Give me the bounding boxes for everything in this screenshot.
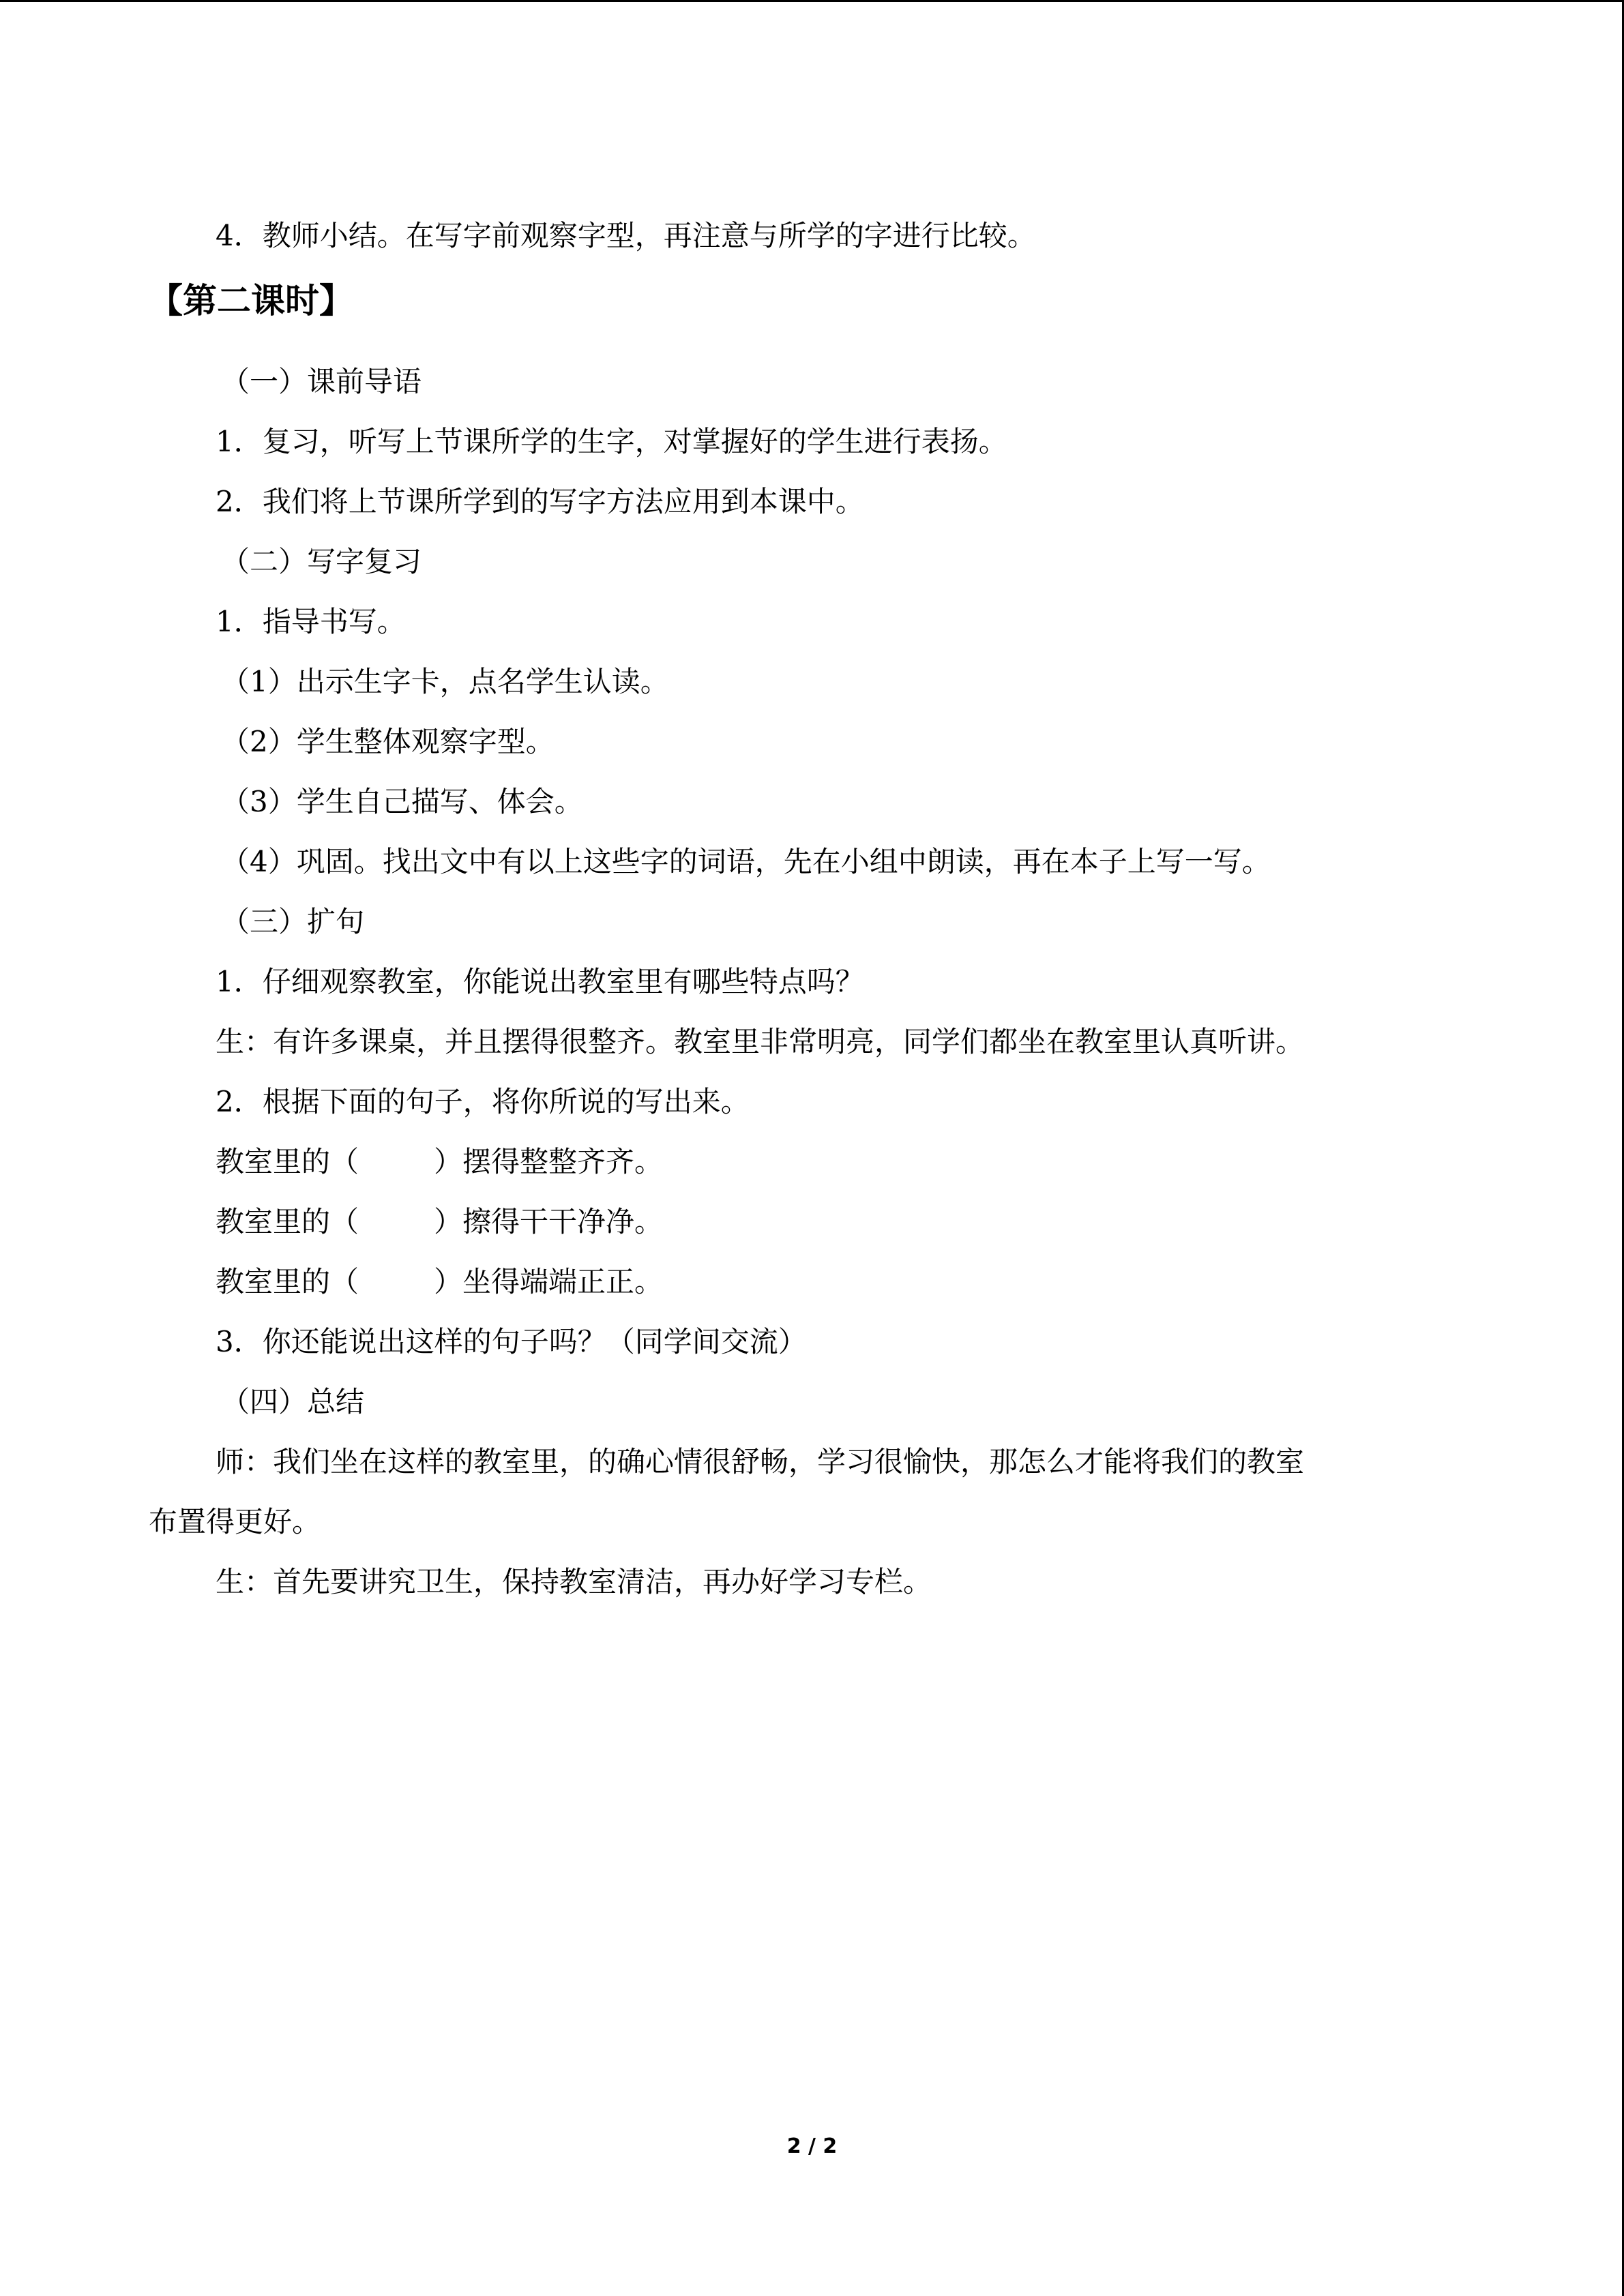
- teacher-line: 师：我们坐在这样的教室里，的确心情很舒畅，学习很愉快，那怎么才能将我们的教室: [216, 1445, 1305, 1478]
- paragraph-line: （2）学生整体观察字型。: [221, 725, 555, 758]
- paragraph-line: （4）巩固。找出文中有以上这些字的词语，先在小组中朗读，再在本子上写一写。: [221, 845, 1271, 878]
- paragraph-line: 生：有许多课桌，并且摆得很整齐。教室里非常明亮，同学们都坐在教室里认真听讲。: [216, 1025, 1305, 1058]
- paragraph-line: （1）出示生字卡，点名学生认读。: [221, 665, 669, 698]
- fill-sentence-suffix: ）坐得端端正正。: [434, 1265, 664, 1298]
- paragraph-line: 1．仔细观察教室，你能说出教室里有哪些特点吗？: [216, 965, 864, 998]
- intro-line: 4．教师小结。在写字前观察字型，再注意与所学的字进行比较。: [216, 219, 1036, 252]
- page-number: 2 / 2: [786, 2134, 838, 2158]
- page-top-border: [0, 0, 1624, 2]
- section-heading: 【第二课时】: [149, 281, 353, 320]
- paragraph-line: 2．我们将上节课所学到的写字方法应用到本课中。: [216, 485, 864, 518]
- fill-sentence-3: [216, 1262, 663, 1302]
- fill-sentence-prefix: 教室里的（: [216, 1205, 359, 1238]
- paragraph-line: （3）学生自己描写、体会。: [221, 785, 583, 818]
- student-line: 生：首先要讲究卫生，保持教室清洁，再办好学习专栏。: [216, 1565, 932, 1598]
- paragraph-line: 2．根据下面的句子，将你所说的写出来。: [216, 1085, 750, 1118]
- paragraph-line: 1．指导书写。: [216, 605, 406, 638]
- fill-sentence-2: [216, 1202, 663, 1242]
- subsection-title-2: （二）写字复习: [221, 545, 422, 578]
- paragraph-line: 1．复习，听写上节课所学的生字，对掌握好的学生进行表扬。: [216, 425, 1007, 458]
- paragraph-line: 3．你还能说出这样的句子吗？（同学间交流）: [216, 1325, 807, 1358]
- subsection-title-3: （三）扩句: [221, 905, 365, 938]
- fill-sentence-1: [216, 1142, 663, 1182]
- fill-sentence-prefix: 教室里的（: [216, 1265, 359, 1298]
- subsection-title-4: （四）总结: [221, 1385, 365, 1418]
- fill-sentence-suffix: ）擦得干干净净。: [434, 1205, 664, 1238]
- teacher-line-continued: 布置得更好。: [149, 1505, 321, 1538]
- subsection-title-1: （一）课前导语: [221, 365, 422, 398]
- fill-sentence-suffix: ）摆得整整齐齐。: [434, 1145, 664, 1178]
- fill-sentence-prefix: 教室里的（: [216, 1145, 359, 1178]
